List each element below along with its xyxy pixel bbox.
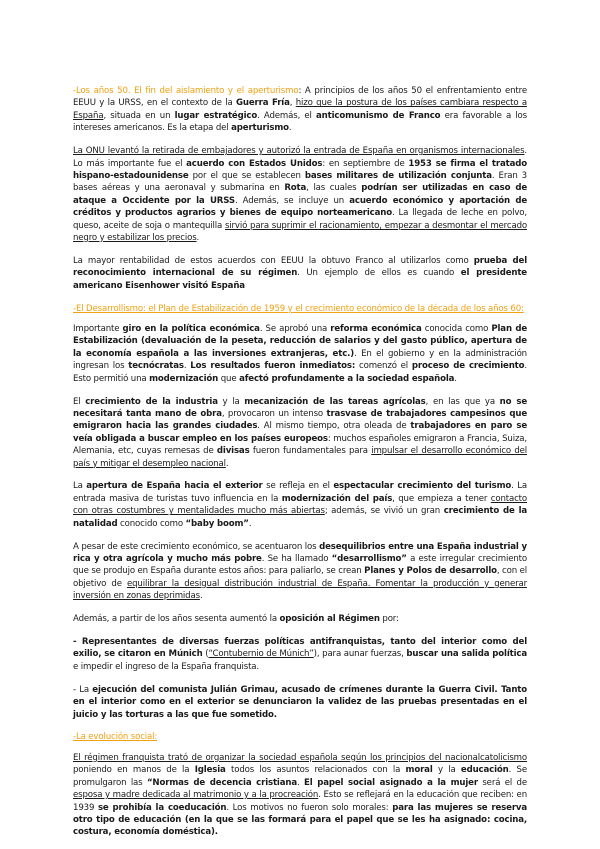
bold-text: oposición al Régimen — [279, 614, 380, 625]
heading-text: -El Desarrollismo: el Plan de Estabilización de 1959 y el crecimiento económico de la década de los años 60: — [73, 303, 524, 314]
paragraph — [73, 684, 527, 721]
text-run: . Eran 3 bases aéreas y una aeronaval y submarina en — [73, 170, 527, 194]
paragraph — [73, 85, 527, 135]
text-run: : en septiembre de — [322, 158, 409, 169]
text-run: . Se aprobó una — [259, 324, 331, 334]
text-run: . Un ejemplo de ellos es cuando — [297, 268, 461, 279]
underlined-text: La ONU levantó la retirada de embajadores y autorizó la entrada de España en organismos internacionales — [73, 146, 525, 157]
underlined-text: El régimen franquista trató de organizar la sociedad española según los principios del nacionalcatolicismo — [73, 752, 527, 763]
text-run: : A principios de los años 50 el enfrentamiento entre EEUU y la URSS, en el contexto de la — [73, 86, 527, 109]
underlined-text: hizo que la postura de los países cambiara respecto a España — [73, 98, 528, 121]
text-run: . Esto se reflejará en la educación que reciben: en 1939 — [73, 790, 527, 813]
text-run: todos los asuntos relacionados con la — [225, 765, 406, 776]
bold-text: Iglesia — [194, 765, 226, 776]
bold-text: divisas — [216, 446, 250, 457]
text-run: . La entrada masiva de turistas tuvo influencia en la — [73, 481, 527, 504]
text-run: conocida como — [421, 324, 492, 334]
underlined-text: sirvió para suprimir el racionamiento, empezar a desmontar el mercado negro y estabilizar los precios — [73, 220, 527, 243]
bold-text: “Normas de decencia cristiana — [146, 777, 297, 788]
bold-text: trabajadores en paro se veía obligada a buscar empleo en los países europeos — [73, 421, 527, 444]
underlined-text: “Contubernio de Múnich” — [208, 649, 314, 660]
text-run: El — [73, 396, 86, 407]
text-run: La mayor rentabilidad de estos acuerdos con EEUU la obtuvo Franco al utilizarlos como — [73, 255, 474, 266]
bold-text: Los resultados fueron inmediatos: — [190, 361, 356, 372]
bold-text: prueba del reconocimiento internacional de su régimen — [73, 255, 527, 279]
text-run: que — [218, 373, 240, 384]
paragraph — [73, 541, 527, 603]
bold-text: aperturismo — [231, 123, 289, 134]
bold-text: El papel social asignado a la mujer — [304, 777, 478, 788]
heading-text: -Los años 50. El fin del aislamiento y el aperturismo — [73, 86, 299, 96]
paragraph — [73, 255, 527, 292]
bold-text: se prohibía la coeducación — [97, 802, 227, 813]
heading-text: -La evolución social: — [73, 732, 158, 743]
bold-text: bases militares de utilización conjunta — [304, 170, 492, 181]
bold-text: lugar estratégico — [174, 110, 258, 121]
text-run: poniendo en manos de la — [73, 765, 195, 776]
text-run: . — [225, 458, 229, 469]
paragraph — [73, 145, 527, 244]
document-body — [73, 85, 527, 849]
bold-text: reforma económica — [330, 324, 422, 334]
bold-text: - Representantes de diversas fuerzas políticas antifranquistas, tanto del interior como del exilio, se citaron en Múnich — [73, 637, 527, 660]
underlined-text: contacto con otras costumbres y mentalidades mucho más abiertas — [73, 493, 527, 517]
underlined-text: impulsar el desarrollo económico del país y mitigar el desempleo nacional — [73, 446, 527, 469]
bold-text: el presidente americano Eisenhower visitó España — [73, 268, 527, 291]
text-run: Importante — [73, 324, 123, 334]
text-run: . Además, se incluye un — [234, 195, 350, 206]
text-run: . Se ha llamado — [261, 554, 332, 564]
text-run: . — [454, 373, 457, 384]
text-run: . Lo más importante fue el — [73, 146, 527, 169]
bold-text: acuerdo económico y aportación de créditos y productos agrarios y bienes de equipo norteamericano — [73, 195, 528, 219]
bold-text: modernización del país — [281, 493, 393, 504]
text-run: ( — [202, 649, 209, 660]
paragraph — [73, 613, 527, 625]
bold-text: Planes y Polos de desarrollo — [364, 566, 497, 577]
text-run: . — [196, 232, 200, 243]
paragraph — [73, 752, 527, 839]
text-run: . En el gobierno y en la administración ingresan los — [73, 348, 527, 372]
bold-text: giro en la política económica — [122, 324, 260, 334]
text-run: . Esto permitió una — [73, 361, 527, 384]
text-run: . — [288, 123, 292, 134]
text-run: comenzó el — [355, 361, 412, 372]
bold-text: anticomunismo de Franco — [316, 110, 441, 121]
paragraph — [73, 636, 527, 673]
text-run: . — [183, 361, 191, 372]
bold-text: crecimiento de la industria — [85, 396, 218, 407]
text-run: , que empieza a tener — [392, 493, 491, 504]
text-run: . Los motivos no fueron solo morales: — [226, 802, 393, 813]
bold-text: trasvase de trabajadores campesinos que emigraron hacia las grandes ciudades — [73, 408, 527, 432]
bold-text: proceso de crecimiento — [411, 361, 525, 372]
text-run: A pesar de este crecimiento económico, se acentuaron los — [73, 541, 320, 552]
bold-text: “baby boom” — [185, 518, 249, 529]
text-run: ; además, se vivió un gran — [324, 506, 444, 517]
bold-text: espectacular crecimiento del turismo — [333, 481, 512, 492]
text-run: y la — [432, 765, 461, 776]
bold-text: modernización — [149, 373, 219, 384]
text-run: fueron fundamentales para — [249, 446, 372, 457]
bold-text: Guerra Fría — [236, 98, 290, 109]
text-run: será el de — [477, 777, 528, 788]
text-run: ), para aunar fuerzas, — [313, 649, 407, 660]
text-run: Además, a partir de los años sesenta aumentó la — [73, 614, 280, 625]
text-run: a este irregular crecimiento que se produjo en España durante estos años: para paliarlo, se crean — [73, 554, 527, 577]
text-run: , en las que ya — [425, 396, 500, 407]
bold-text: buscar una salida política — [406, 649, 527, 660]
underlined-text: esposa y madre dedicada al matrimonio y a la procreación — [73, 790, 319, 801]
bold-text: mecanización de las tareas agrícolas — [244, 396, 426, 407]
text-run: . Se promulgaron las — [73, 765, 527, 788]
bold-text: “desarrollismo” — [331, 554, 407, 564]
text-run: . La llegada de leche en polvo, queso, aceite de soja o mantequilla — [73, 208, 527, 231]
text-run: : muchos españoles emigraron a Francia, Suiza, Alemania, etc, cuyas remesas de — [73, 433, 528, 457]
paragraph — [73, 323, 527, 385]
bold-text: apertura de España hacia el exterior — [86, 481, 263, 492]
text-run: e impedir el ingreso de la España franquista. — [73, 661, 260, 672]
bold-text: ejecución del comunista Julián Grimau, acusado de crímenes durante la Guerra Civil. Tanto en el interior como en el exterior se denunciaron la validez de las pruebas presentadas en el juicio y las torturas a las que fue sometido. — [73, 684, 527, 720]
text-run: era favorable a los intereses americanos. Es la etapa del — [73, 110, 527, 134]
bold-text: desequilibrios entre una España industrial y rica y otra agrícola y mucho más pobre — [73, 541, 527, 564]
paragraph — [73, 396, 527, 470]
text-run: y la — [217, 396, 245, 407]
text-run: por: — [379, 614, 399, 625]
text-run: , — [289, 98, 296, 109]
text-run: , con el objetivo de — [73, 566, 527, 589]
text-run: . Al mismo tiempo, otra oleada de — [257, 421, 411, 432]
bold-text: 1953 se firma el tratado hispano-estadounidense — [73, 158, 527, 181]
text-run: , situada en un — [103, 110, 175, 121]
bold-text: crecimiento de la natalidad — [73, 506, 528, 529]
text-run: La — [73, 481, 87, 492]
text-run: , provocaron un intenso — [221, 408, 327, 419]
bold-text: no se necesitará tanta mano de obra — [73, 396, 528, 419]
text-run: conocido como — [117, 518, 186, 529]
bold-text: Plan de Estabilización (devaluación de la peseta, reducción de salarios y del gasto público, apertura de la economía española a las inversiones extranjeras, etc.) — [73, 324, 527, 359]
section-heading — [73, 303, 527, 315]
text-run: . — [199, 591, 203, 602]
bold-text: afectó profundamente a la sociedad española — [239, 373, 455, 384]
bold-text: acuerdo con Estados Unidos — [186, 158, 323, 169]
bold-text: moral — [405, 765, 433, 776]
section-heading — [73, 731, 527, 743]
bold-text: para las mujeres se reserva otro tipo de educación (en la que se las formará para el papel que se les ha asignado: cocina, costura, economía doméstica). — [73, 802, 528, 838]
paragraph — [73, 480, 527, 530]
text-run: . — [296, 777, 304, 788]
text-run: . — [248, 518, 252, 529]
underlined-text: equilibrar la desigual distribución industrial de España. Fomentar la producción y generar inversión en zonas deprimidas — [73, 578, 527, 602]
text-run: por el que se establecen — [188, 170, 305, 181]
bold-text: Rota — [284, 183, 307, 194]
bold-text: tecnócratas — [128, 361, 184, 372]
text-run: se refleja en el — [262, 481, 334, 492]
text-run: - La — [73, 684, 93, 695]
text-run: . Además, el — [257, 110, 317, 121]
bold-text: podrían ser utilizadas en caso de ataque a Occidente por la URSS — [73, 183, 528, 206]
bold-text: educación — [460, 765, 509, 776]
text-run: , las cuales — [306, 183, 362, 194]
